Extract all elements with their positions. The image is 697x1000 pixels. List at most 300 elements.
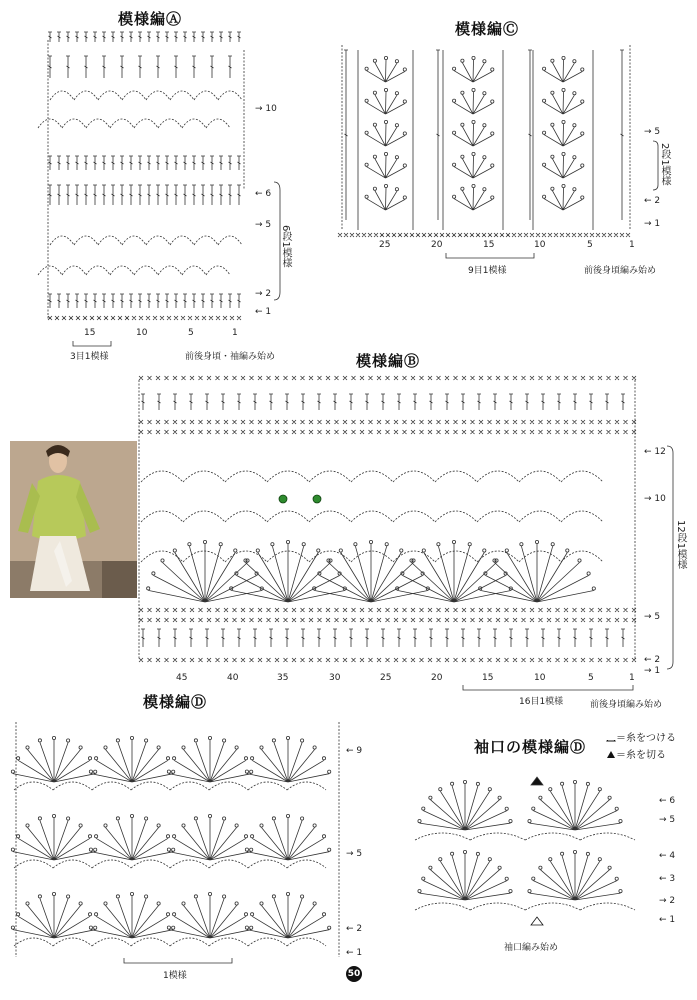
picot-dot <box>244 913 247 916</box>
shell-fan <box>91 740 173 782</box>
picot-dot <box>328 926 331 929</box>
chart-c-start-label: 前後身頃編み始め <box>584 266 657 276</box>
picot-dot <box>461 59 464 62</box>
picot-dot <box>301 739 304 742</box>
picot-dot <box>365 99 368 102</box>
shell-fan <box>247 896 329 938</box>
picot-dot <box>395 60 398 63</box>
cuff-start-label: 袖口編み始め <box>504 943 559 953</box>
picot-dot <box>598 858 601 861</box>
shell-fan <box>367 124 405 146</box>
picot-dot <box>384 88 387 91</box>
picot-dot <box>539 866 542 869</box>
picot-dot <box>562 56 565 59</box>
picot-dot <box>468 543 471 546</box>
picot-dot <box>439 788 442 791</box>
picot-dot <box>369 540 372 543</box>
picot-dot <box>67 739 70 742</box>
picot-dot <box>581 196 584 199</box>
picot-dot <box>166 757 169 760</box>
chain-arch-row <box>141 551 603 562</box>
picot-dot <box>384 56 387 59</box>
shell-fan <box>544 188 582 210</box>
picot-dot <box>418 820 421 823</box>
picot-dot <box>313 746 316 749</box>
picot-dot <box>472 184 475 187</box>
picot-dot <box>251 835 254 838</box>
chart-b-diagram <box>135 372 640 672</box>
chart-b-count-30: 30 <box>329 673 341 683</box>
picot-dot <box>587 572 590 575</box>
chart-b-row-2: ← 2 <box>644 655 661 665</box>
picot-dot <box>88 757 91 760</box>
picot-dot <box>586 852 589 855</box>
picot-dot <box>104 902 107 905</box>
picot-dot <box>453 67 456 70</box>
picot-dot <box>182 902 185 905</box>
picot-dot <box>562 184 565 187</box>
picot-dot <box>26 824 29 827</box>
picot-dot <box>562 120 565 123</box>
chart-c-diagram <box>338 40 638 240</box>
picot-dot <box>543 99 546 102</box>
picot-dot <box>451 852 454 855</box>
picot-dot <box>578 559 581 562</box>
chart-c-count-10: 10 <box>534 240 546 250</box>
picot-dot <box>615 807 618 810</box>
chart-d-title: 模様編Ⓓ <box>143 693 208 711</box>
picot-dot <box>301 817 304 820</box>
picot-dot <box>535 540 538 543</box>
picot-dot <box>244 757 247 760</box>
picot-dot <box>395 92 398 95</box>
picot-dot <box>373 155 376 158</box>
picot-dot <box>505 807 508 810</box>
picot-dot <box>403 68 406 71</box>
picot-dot <box>256 549 259 552</box>
chart-a-count-1: 1 <box>232 328 238 338</box>
shell-fan <box>544 124 582 146</box>
picot-dot <box>11 926 14 929</box>
picot-dot <box>173 549 176 552</box>
picot-dot <box>250 770 253 773</box>
picot-dot <box>152 572 155 575</box>
chart-c-repeat-label: 9目1模様 <box>468 266 507 276</box>
picot-dot <box>437 543 440 546</box>
picot-dot <box>167 770 170 773</box>
cuff-row-3: ← 3 <box>659 874 676 884</box>
chain-arch-row <box>38 266 230 275</box>
single-crochet-row <box>48 316 241 320</box>
picot-dot <box>498 866 501 869</box>
picot-dot <box>79 746 82 749</box>
cuff-row-6: ← 6 <box>659 796 676 806</box>
shell-fan <box>13 896 95 938</box>
picot-dot <box>244 835 247 838</box>
picot-dot <box>328 770 331 773</box>
picot-dot <box>130 892 133 895</box>
picot-dot <box>157 902 160 905</box>
chart-b-row-5: → 5 <box>644 612 661 622</box>
shell-fan <box>367 92 405 114</box>
chart-b-repeat-bracket <box>462 684 634 692</box>
picot-dot <box>608 866 611 869</box>
picot-dot <box>384 120 387 123</box>
chart-b-start-label: 前後身頃編み始め <box>590 700 663 710</box>
shell-fan <box>367 188 405 210</box>
cut-yarn-mark <box>531 777 543 785</box>
shell-fan <box>530 854 621 900</box>
picot-dot <box>573 60 576 63</box>
picot-dot <box>251 757 254 760</box>
chain-arch-row <box>141 471 603 482</box>
chart-b-count-20: 20 <box>431 673 443 683</box>
chart-d-row-5: → 5 <box>346 849 363 859</box>
chart-a-repeat-bracket <box>72 340 112 348</box>
picot-dot <box>94 770 97 773</box>
chain-arch-row <box>14 860 326 868</box>
chain-arch-row <box>50 236 242 245</box>
chart-a-row-6: ← 6 <box>255 189 272 199</box>
picot-dot <box>532 807 535 810</box>
picot-dot <box>562 88 565 91</box>
picot-dot <box>488 788 491 791</box>
accent-dot <box>279 495 287 503</box>
single-crochet-row <box>139 658 636 662</box>
picot-dot <box>373 59 376 62</box>
picot-dot <box>400 549 403 552</box>
chart-c-count-25: 25 <box>379 240 391 250</box>
legend-attach: ＝糸をつける <box>606 729 676 744</box>
picot-dot <box>461 91 464 94</box>
picot-dot <box>395 124 398 127</box>
picot-dot <box>528 890 531 893</box>
picot-dot <box>88 835 91 838</box>
chart-d-repeat-label: 1模様 <box>163 971 187 981</box>
picot-dot <box>491 132 494 135</box>
chain-arch-row <box>14 938 326 946</box>
chart-c-count-1: 1 <box>629 240 635 250</box>
shell-fan <box>420 854 511 900</box>
chart-a-count-10: 10 <box>136 328 148 338</box>
picot-dot <box>219 543 222 546</box>
picot-dot <box>422 549 425 552</box>
picot-dot <box>608 796 611 799</box>
picot-dot <box>422 807 425 810</box>
shell-fan <box>544 60 582 82</box>
chart-c-row-2: ← 2 <box>644 196 661 206</box>
picot-dot <box>104 824 107 827</box>
chart-b-count-40: 40 <box>227 673 239 683</box>
picot-dot <box>272 817 275 820</box>
picot-dot <box>453 99 456 102</box>
single-crochet-row <box>139 420 636 424</box>
picot-dot <box>543 67 546 70</box>
treble-row <box>48 32 241 42</box>
picot-dot <box>573 850 576 853</box>
picot-dot <box>208 892 211 895</box>
chart-b-row-12: ← 12 <box>644 447 666 457</box>
picot-dot <box>505 549 508 552</box>
picot-dot <box>491 164 494 167</box>
picot-dot <box>619 820 622 823</box>
picot-dot <box>429 866 432 869</box>
picot-dot <box>94 848 97 851</box>
shell-fan <box>454 124 492 146</box>
picot-dot <box>429 796 432 799</box>
picot-dot <box>491 68 494 71</box>
treble-row <box>48 156 241 170</box>
picot-dot <box>483 60 486 63</box>
picot-dot <box>549 788 552 791</box>
picot-dot <box>403 164 406 167</box>
treble-row <box>141 629 625 647</box>
picot-dot <box>157 824 160 827</box>
picot-dot <box>223 895 226 898</box>
picot-dot <box>173 913 176 916</box>
single-crochet-row <box>139 618 636 622</box>
picot-dot <box>145 895 148 898</box>
picot-dot <box>172 770 175 773</box>
chain-arch-row <box>14 782 326 790</box>
picot-dot <box>354 543 357 546</box>
chart-d-row-2: ← 2 <box>346 924 363 934</box>
picot-dot <box>26 902 29 905</box>
chart-b-side-note: 12段1模様 <box>675 520 686 570</box>
cuff-row-1: ← 1 <box>659 915 676 925</box>
single-crochet-row <box>139 430 636 434</box>
picot-dot <box>472 88 475 91</box>
cuff-chart-diagram <box>405 760 645 940</box>
picot-dot <box>172 926 175 929</box>
chart-a-repeat-label: 3目1模様 <box>70 352 109 362</box>
picot-dot <box>483 188 486 191</box>
picot-dot <box>166 835 169 838</box>
single-crochet-row <box>139 376 636 380</box>
chart-a-title: 模様編Ⓐ <box>118 10 183 28</box>
picot-dot <box>472 56 475 59</box>
picot-dot <box>373 91 376 94</box>
picot-dot <box>573 92 576 95</box>
chart-a-start-label: 前後身頃・袖編み始め <box>185 352 276 362</box>
picot-dot <box>271 543 274 546</box>
picot-dot <box>573 156 576 159</box>
picot-dot <box>498 796 501 799</box>
picot-dot <box>373 123 376 126</box>
picot-dot <box>549 858 552 861</box>
chart-d-row-9: ← 9 <box>346 746 363 756</box>
picot-dot <box>461 155 464 158</box>
picot-dot <box>551 123 554 126</box>
picot-dot <box>551 155 554 158</box>
picot-dot <box>491 196 494 199</box>
cuff-row-5: → 5 <box>659 815 676 825</box>
picot-dot <box>313 902 316 905</box>
shell-fan <box>13 818 95 860</box>
chart-a-count-15: 15 <box>84 328 96 338</box>
picot-dot <box>581 132 584 135</box>
model-photo <box>10 441 137 598</box>
picot-dot <box>619 890 622 893</box>
picot-dot <box>260 824 263 827</box>
chart-c-row-5: → 5 <box>644 127 661 137</box>
picot-dot <box>161 559 164 562</box>
picot-dot <box>543 131 546 134</box>
cuff-row-2: → 2 <box>659 896 676 906</box>
cut-yarn-icon <box>606 750 616 759</box>
attach-yarn-mark <box>531 917 543 925</box>
picot-dot <box>453 163 456 166</box>
shell-fan <box>247 818 329 860</box>
picot-dot <box>322 757 325 760</box>
picot-dot <box>561 782 564 785</box>
picot-dot <box>203 540 206 543</box>
picot-dot <box>317 549 320 552</box>
picot-dot <box>543 195 546 198</box>
picot-dot <box>453 195 456 198</box>
shell-fan <box>367 60 405 82</box>
chain-arch-row <box>38 119 230 128</box>
picot-dot <box>491 100 494 103</box>
chain-arch-row <box>415 903 635 910</box>
picot-dot <box>573 188 576 191</box>
picot-dot <box>79 902 82 905</box>
picot-dot <box>79 824 82 827</box>
chart-a-row-5: → 5 <box>255 220 272 230</box>
chart-b-count-15: 15 <box>482 673 494 683</box>
cuff-row-4: ← 4 <box>659 851 676 861</box>
picot-dot <box>11 770 14 773</box>
chart-d-row-1: ← 1 <box>346 948 363 958</box>
chart-b-count-5: 5 <box>588 673 594 683</box>
shell-fan <box>420 784 511 830</box>
shell-fan <box>13 740 95 782</box>
picot-dot <box>130 814 133 817</box>
chart-a-row-10: → 10 <box>255 104 277 114</box>
picot-dot <box>38 817 41 820</box>
chart-c-count-20: 20 <box>431 240 443 250</box>
picot-dot <box>615 877 618 880</box>
picot-dot <box>286 736 289 739</box>
picot-dot <box>551 187 554 190</box>
picot-dot <box>395 156 398 159</box>
shell-fan <box>91 896 173 938</box>
picot-dot <box>89 926 92 929</box>
picot-dot <box>520 543 523 546</box>
chain-arch-row <box>415 833 635 840</box>
picot-dot <box>586 782 589 785</box>
picot-dot <box>245 848 248 851</box>
picot-dot <box>52 814 55 817</box>
picot-dot <box>581 164 584 167</box>
picot-dot <box>145 817 148 820</box>
chart-a-count-5: 5 <box>188 328 194 338</box>
picot-dot <box>235 902 238 905</box>
picot-dot <box>339 549 342 552</box>
accent-dot <box>313 495 321 503</box>
chain-arch-row <box>141 511 603 522</box>
picot-dot <box>147 587 150 590</box>
picot-dot <box>566 549 569 552</box>
picot-dot <box>302 543 305 546</box>
chart-b-count-25: 25 <box>380 673 392 683</box>
picot-dot <box>439 858 442 861</box>
chart-d-diagram <box>14 712 344 967</box>
shell-fan <box>367 156 405 178</box>
picot-dot <box>286 814 289 817</box>
picot-dot <box>67 895 70 898</box>
picot-dot <box>272 895 275 898</box>
single-crochet-row <box>338 233 630 237</box>
picot-dot <box>598 788 601 791</box>
attach-yarn-icon <box>606 732 616 740</box>
single-crochet-row <box>139 608 636 612</box>
picot-dot <box>483 124 486 127</box>
picot-dot <box>328 848 331 851</box>
chart-d-repeat-bracket <box>123 957 233 965</box>
picot-dot <box>250 926 253 929</box>
chart-b-title: 模様編Ⓑ <box>356 352 421 370</box>
picot-dot <box>272 739 275 742</box>
picot-dot <box>173 757 176 760</box>
treble-row <box>48 185 241 205</box>
picot-dot <box>235 824 238 827</box>
picot-dot <box>463 780 466 783</box>
picot-dot <box>581 68 584 71</box>
picot-dot <box>483 549 486 552</box>
picot-dot <box>38 739 41 742</box>
picot-dot <box>234 549 237 552</box>
shell-fan <box>530 784 621 830</box>
picot-dot <box>26 746 29 749</box>
picot-dot <box>260 746 263 749</box>
picot-dot <box>365 67 368 70</box>
picot-dot <box>483 92 486 95</box>
picot-dot <box>472 152 475 155</box>
cuff-chart-title: 袖口の模様編Ⓓ <box>474 738 587 756</box>
picot-dot <box>250 848 253 851</box>
picot-dot <box>194 739 197 742</box>
picot-dot <box>301 895 304 898</box>
picot-dot <box>322 913 325 916</box>
picot-dot <box>235 746 238 749</box>
chain-arch-row <box>50 91 242 100</box>
shell-fan <box>454 156 492 178</box>
picot-dot <box>172 848 175 851</box>
picot-dot <box>461 187 464 190</box>
chart-c-row-1: → 1 <box>644 219 661 229</box>
chart-b-count-1: 1 <box>629 673 635 683</box>
page-number: 50 <box>346 966 362 982</box>
picot-dot <box>89 848 92 851</box>
chart-c-repeat-bracket <box>445 252 535 260</box>
picot-dot <box>385 543 388 546</box>
picot-dot <box>451 782 454 785</box>
picot-dot <box>505 877 508 880</box>
treble-row <box>141 394 625 410</box>
picot-dot <box>539 796 542 799</box>
picot-dot <box>403 132 406 135</box>
picot-dot <box>476 782 479 785</box>
shell-fan <box>544 156 582 178</box>
chart-c-count-15: 15 <box>483 240 495 250</box>
picot-dot <box>104 746 107 749</box>
picot-dot <box>286 892 289 895</box>
picot-dot <box>365 195 368 198</box>
chart-a-side-note: 6段1模様 <box>280 225 291 268</box>
picot-dot <box>245 770 248 773</box>
picot-dot <box>384 184 387 187</box>
